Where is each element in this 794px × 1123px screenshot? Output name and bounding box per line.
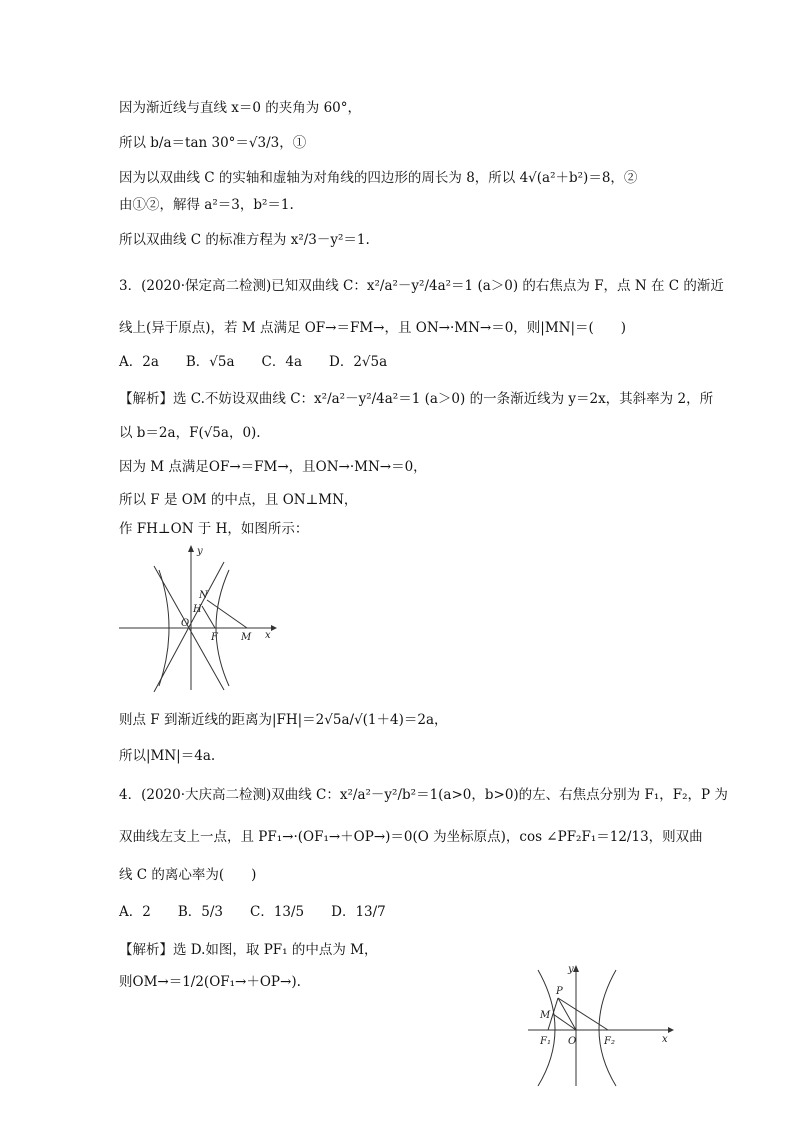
hyperbola-left-branch: [538, 970, 555, 1086]
solution-text: 因为 M 点满足OF→＝FM→，且ON→·MN→＝0，: [119, 459, 427, 475]
label-M: M: [540, 1010, 551, 1021]
question-3-stem: 线上(异于原点)，若 M 点满足 OF→＝FM→，且 ON→·MN→＝0，则|MN|＝( ): [119, 320, 627, 336]
hyperbola-right-branch: [599, 970, 616, 1086]
solution-text: 以 b＝2a，F(√5a，0).: [119, 425, 261, 441]
solution-text: 则点 F 到渐近线的距离为|FH|＝2√5a/√(1＋4)＝2a，: [119, 712, 448, 728]
label-O: O: [568, 1036, 577, 1047]
solution-text: 作 FH⊥ON 于 H，如图所示：: [119, 521, 309, 537]
label-F: F: [211, 632, 218, 643]
solution-text: 则OM→＝1/2(OF₁→＋OP→).: [119, 974, 301, 990]
segment-MO: [553, 1014, 576, 1030]
label-F2: F₂: [604, 1036, 615, 1047]
question-4-stem: 4．(2020·大庆高二检测)双曲线 C：x²/a²－y²/b²＝1(a>0，b>0)的左、右焦点分别为 F₁，F₂，P 为: [119, 787, 728, 803]
text-line: 因为渐近线与直线 x＝0 的夹角为 60°，: [119, 100, 362, 116]
text-line: 由①②，解得 a²＝3，b²＝1.: [119, 197, 294, 213]
figure-hyperbola-1: [119, 542, 279, 692]
text-line: 所以双曲线 C 的标准方程为 x²/3－y²＝1.: [119, 232, 370, 248]
question-4-stem: 双曲线左支上一点，且 PF₁→·(OF₁→＋OP→)＝0(O 为坐标原点)，cos ∠PF₂F₁＝12/13，则双曲: [119, 829, 703, 845]
label-y: y: [197, 546, 203, 557]
label-F1: F₁: [540, 1036, 551, 1047]
label-x: x: [662, 1034, 668, 1045]
text-line: 因为以双曲线 C 的实轴和虚轴为对角线的四边形的周长为 8，所以 4√(a²＋b²)＝8，②: [119, 170, 638, 186]
question-3-stem: 3．(2020·保定高二检测)已知双曲线 C：x²/a²－y²/4a²＝1 (a＞0) 的右焦点为 F，点 N 在 C 的渐近: [119, 278, 724, 294]
y-axis-arrow: [188, 545, 194, 552]
label-x: x: [265, 630, 271, 641]
text-line: 所以 b/a＝tan 30°＝√3/3，①: [119, 135, 307, 151]
x-axis-arrow: [271, 625, 277, 631]
label-y: y: [568, 964, 574, 975]
question-4-stem: 线 C 的离心率为( ): [119, 867, 257, 883]
label-H: H: [193, 604, 202, 615]
label-P: P: [556, 986, 563, 997]
solution-text: 【解析】选 D.如图，取 PF₁ 的中点为 M，: [119, 942, 378, 958]
label-N: N: [199, 590, 208, 601]
label-O: O: [181, 618, 190, 629]
figure-hyperbola-2: [528, 958, 678, 1088]
segment-PO: [558, 998, 576, 1030]
solution-text: 所以 F 是 OM 的中点，且 ON⊥MN，: [119, 492, 358, 508]
segment-HF: [202, 606, 215, 628]
x-axis-arrow: [668, 1027, 674, 1033]
label-M: M: [241, 632, 252, 643]
question-4-options: A．2 B．5/3 C．13/5 D．13/7: [119, 904, 386, 920]
solution-text: 所以|MN|＝4a.: [119, 748, 216, 764]
y-axis-arrow: [573, 965, 579, 972]
question-3-options: A．2a B．√5a C．4a D．2√5a: [119, 354, 388, 370]
solution-text: 【解析】选 C.不妨设双曲线 C：x²/a²－y²/4a²＝1 (a＞0) 的一条渐近线为 y＝2x，其斜率为 2，所: [119, 391, 714, 407]
